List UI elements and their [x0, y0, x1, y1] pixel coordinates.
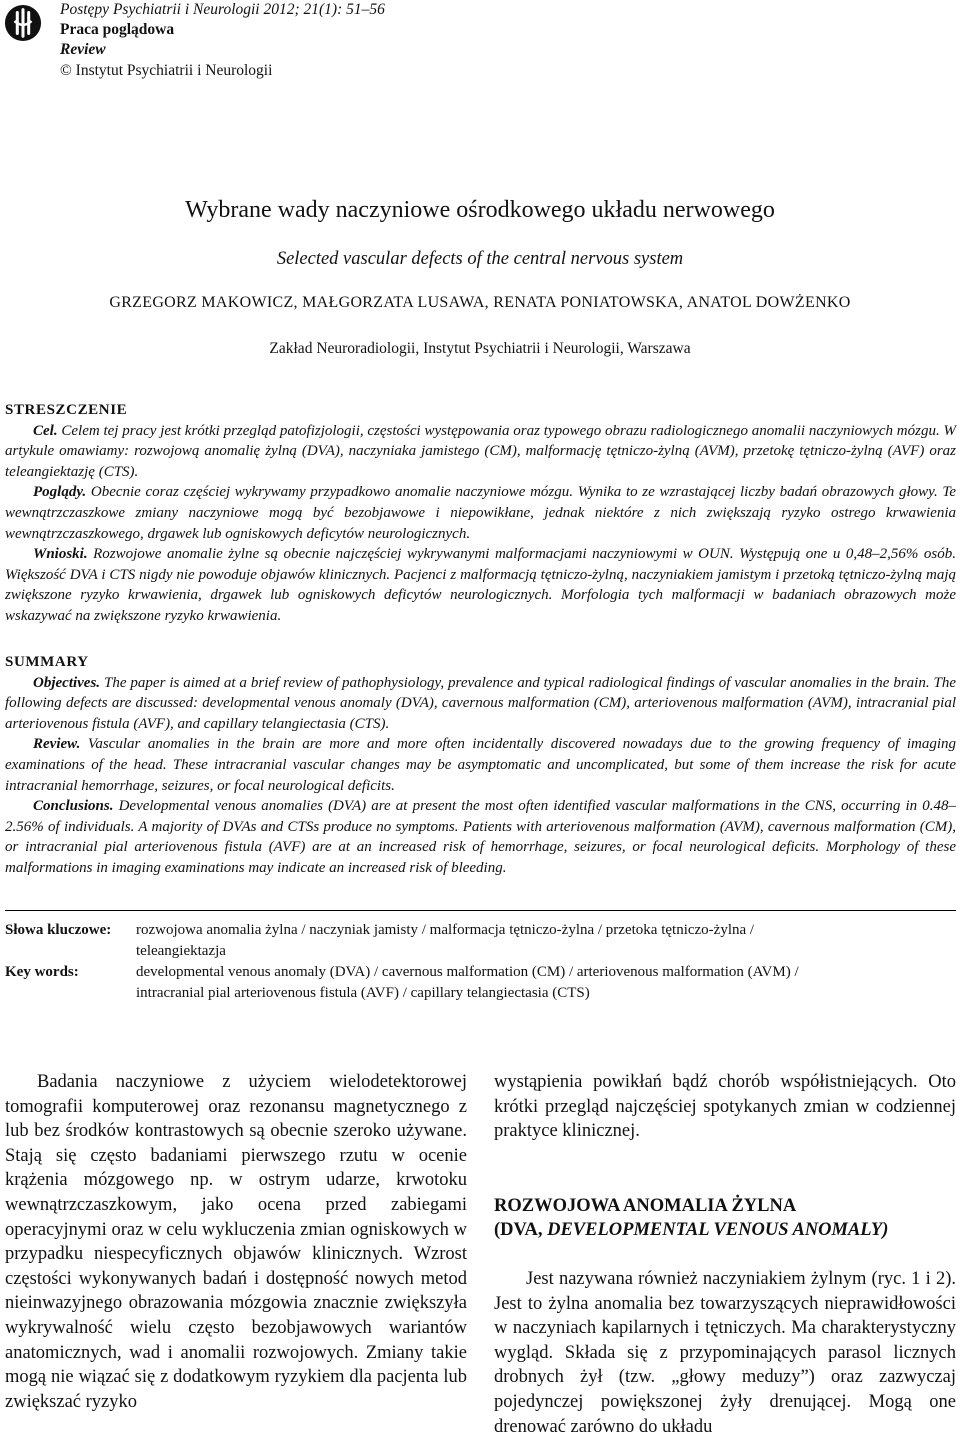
article-subtitle: Selected vascular defects of the central nervous system	[276, 249, 684, 269]
article-type-en: Review	[60, 41, 106, 58]
body-left-column	[5, 1070, 467, 1414]
abstract-en-objectives: Objectives. The paper is aimed at a brief review of pathophysiology, prevalence and typical radiological findings of vascular anomalies in the brain. The following defects are discussed: developmental venous anomaly (DVA), cavernous malformation (CM), arteriovenous malformation (AVM), intracranial pial arteriovenous fistula (AVF), and capillary telangiectasia (CTS).	[5, 674, 956, 732]
journal-line: Postępy Psychiatrii i Neurologii 2012; 21(1): 51–56	[60, 1, 385, 18]
abstract-pl-heading: STRESZCZENIE	[5, 402, 128, 418]
article-title: Wybrane wady naczyniowe ośrodkowego układu nerwowego	[185, 197, 775, 223]
body-paragraph-dva: Jest nazywana również naczyniakiem żylnym (ryc. 1 i 2). Jest to żylna anomalia bez towarzyszących nieprawidłowości w naczyniach kapilarnych i tętniczych. Ma charakterystyczny wygląd. Składa się z przypominających parasol licznych drobnych żył (tzw. „głowy meduzy”) oraz zazwyczaj pojedynczej powiększonej żyły drenującej. Mogą one drenować zarówno do układu	[494, 1268, 956, 1437]
affiliation: Zakład Neuroradiologii, Instytut Psychiatrii i Neurologii, Warszawa	[269, 340, 691, 357]
body-paragraph-continuation: wystąpienia powikłań bądź chorób współistniejących. Oto krótki przegląd najczęściej spotykanych zmian w codziennej praktyce klinicznej.	[494, 1072, 956, 1142]
keywords-pl-value: rozwojowa anomalia żylna / naczyniak jamisty / malformacja tętniczo-żylna / przetoka tętniczo-żylna / teleangiektazja	[136, 922, 755, 959]
keywords-en	[5, 962, 955, 1004]
article-type-pl: Praca poglądowa	[60, 21, 175, 38]
keywords-pl-label: Słowa kluczowe:	[5, 922, 112, 938]
section-heading-dva: ROZWOJOWA ANOMALIA ŻYLNA (DVA, DEVELOPMENTAL VENOUS ANOMALY)	[494, 1195, 889, 1241]
abstract-pl-cel: Cel. Celem tej pracy jest krótki przegląd patofizjologii, częstości występowania oraz typowego obrazu radiologicznego anomalii naczyniowych mózgu. W artykule omawiamy: rozwojową anomalię żylną (DVA), naczyniaka jamistego (CM), malformację tętniczo-żylną (AVM), przetokę tętniczo-żylną (AVF) oraz teleangiektazję (CTS).	[5, 422, 956, 480]
ipin-logo-icon	[4, 4, 42, 42]
body-right-column	[494, 1070, 956, 1439]
abstract-pl-wnioski: Wnioski. Rozwojowe anomalie żylne są obecnie najczęściej wykrywanymi malformacjami naczyniowymi w OUN. Występują one u 0,48–2,56% osób. Większość DVA i CTS nigdy nie powoduje objawów klinicznych. Pacjenci z malformacją tętniczo-żylną, naczyniakiem jamistym i przetoką tętniczo-żylną mają zwiększone ryzyko krwawienia, drgawek lub ogniskowych deficytów neurologicznych. Morfologia tych malformacji w badaniach obrazowych może wskazywać na zwiększone ryzyko krwawienia.	[5, 546, 956, 624]
abstract-en-heading: SUMMARY	[5, 654, 89, 670]
authors: GRZEGORZ MAKOWICZ, MAŁGORZATA LUSAWA, RENATA PONIATOWSKA, ANATOL DOWŻENKO	[109, 294, 851, 311]
keywords-en-value: developmental venous anomaly (DVA) / cavernous malformation (CM) / arteriovenous malformation (AVM) / intracranial pial arteriovenous fistula (AVF) / capillary telangiectasia (CTS)	[136, 964, 799, 1001]
keywords-block	[5, 920, 955, 1004]
abstract-en-review: Review. Vascular anomalies in the brain are more and more often incidentally discovered nowadays due to the growing frequency of imaging examinations of the head. These intracranial vascular changes may be asymptomatic and uncomplicated, but some of them increase the risk for acute intracranial hemorrhage, seizures, or focal neurological deficits.	[5, 736, 956, 794]
abstract-en-conclusions: Conclusions. Developmental venous anomalies (DVA) are at present the most often identified vascular malformations in the CNS, occurring in 0.48–2.56% of individuals. A majority of DVAs and CTSs produce no symptoms. Patients with arteriovenous malformation (AVM), cavernous malformation (CM), or intracranial pial arteriovenous fistula (AVF) are at an increased risk of hemorrhage, seizures, or focal neurological deficits. Morphology of these malformations in imaging examinations may indicate an increased risk of bleeding.	[5, 798, 956, 876]
abstract-en	[5, 652, 956, 879]
keywords-pl	[5, 920, 955, 962]
body-paragraph-intro: Badania naczyniowe z użyciem wielodetektorowej tomografii komputerowej oraz rezonansu magnetycznego z lub bez środków kontrastowych są obecnie szeroko używane. Stają się często badaniami pierwszego rzutu w ocenie krążenia mózgowego np. w ostrym udarze, krwotoku wewnątrzczaszkowym, jako ocena przed zabiegami operacyjnymi oraz w celu wykluczenia zmian ogniskowych w przypadku niespecyficznych objawów klinicznych. Wzrost częstości wykonywanych badań i dostępność nowych metod nieinwazyjnego obrazowania mózgowia znacznie zwiększyła wykrywalność wielu często bezobjawowych wariantów anatomicznych, wad i anomalii rozwojowych. Zmiany takie mogą nie wiązać się z dodatkowym ryzykiem dla pacjenta lub zwiększać ryzyko	[5, 1072, 467, 1412]
copyright: © Instytut Psychiatrii i Neurologii	[60, 62, 273, 79]
keywords-en-label: Key words:	[5, 964, 79, 980]
abstract-pl	[5, 400, 956, 627]
abstract-pl-poglady: Poglądy. Obecnie coraz częściej wykrywamy przypadkowo anomalie naczyniowe mózgu. Wynika to ze wzrastającej liczby badań obrazowych głowy. Te wewnątrzczaszkowe zmiany naczyniowe mogą być bezobjawowe i niepowikłane, jednak niektóre z nich zwiększają ryzyko ostrego krwawienia wewnątrzczaszkowego, drgawek lub ogniskowych deficytów neurologicznych.	[5, 484, 956, 542]
keywords-divider	[5, 910, 956, 911]
